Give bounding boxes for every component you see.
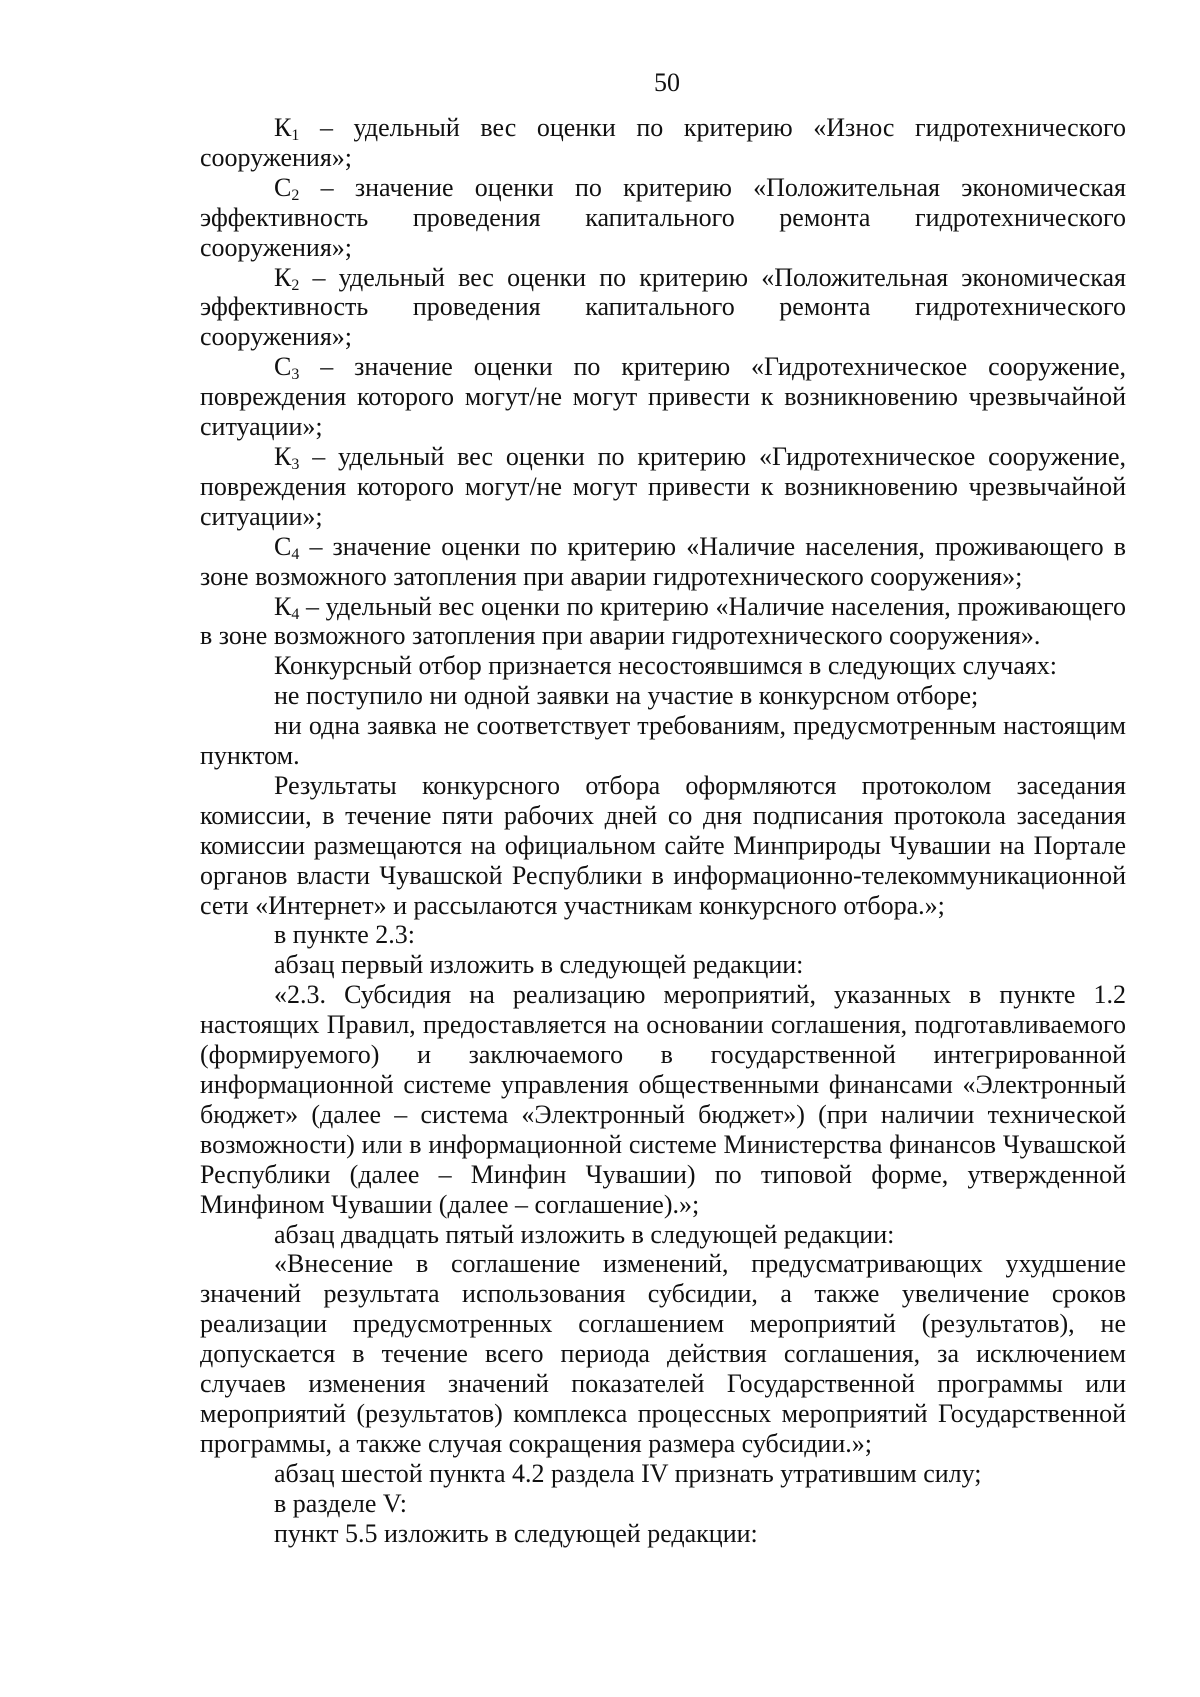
paragraph: не поступило ни одной заявки на участие в конкурсном отборе; bbox=[274, 681, 979, 711]
paragraph: абзац двадцать пятый изложить в следующей редакции: bbox=[274, 1219, 895, 1249]
criterion-subscript: 4 bbox=[291, 545, 300, 563]
paragraph: пункт 5.5 изложить в следующей редакции: bbox=[274, 1518, 758, 1548]
paragraph-text: – удельный вес оценки по критерию «Износ гидротехнического сооружения»; bbox=[200, 113, 1126, 172]
paragraph-c4 bbox=[200, 532, 1126, 592]
paragraph: ни одна заявка не соответствует требованиям, предусмотренным настоящим пунктом. bbox=[200, 711, 1126, 771]
paragraph-text: – удельный вес оценки по критерию «Наличие населения, проживающего в зоне возможного затопления при аварии гидротехнического сооружения». bbox=[200, 591, 1126, 651]
criterion-subscript: 1 bbox=[291, 127, 300, 144]
paragraph-text: – значение оценки по критерию «Наличие населения, проживающего в зоне возможного затопления при аварии гидротехнического сооружения»; bbox=[200, 531, 1126, 591]
paragraph: в пункте 2.3: bbox=[274, 920, 416, 950]
paragraph-text: – значение оценки по критерию «Гидротехническое сооружение, повреждения которого могут/не могут привести к возникновению чрезвычайной ситуации»; bbox=[200, 352, 1126, 442]
paragraph-c2 bbox=[200, 173, 1126, 263]
paragraph-k2 bbox=[200, 263, 1126, 353]
criterion-symbol: К bbox=[274, 262, 292, 292]
paragraph: «Внесение в соглашение изменений, предусматривающих ухудшение значений результата использования субсидии, а также увеличение сроков реализации предусмотренных соглашением мероприятий (результатов), не допускается в течение всего периода действия соглашения, за исключением случаев изменения значений показателей Государственной программы или мероприятий (результатов) комплекса процессных мероприятий Государственной программы, а также случая сокращения размера субсидии.»; bbox=[200, 1249, 1126, 1458]
paragraph-text: – значение оценки по критерию «Положительная экономическая эффективность проведения капитального ремонта гидротехнического сооружения»; bbox=[200, 172, 1126, 262]
criterion-symbol: К bbox=[274, 113, 292, 142]
criterion-subscript: 4 bbox=[291, 605, 300, 623]
paragraph-text: – удельный вес оценки по критерию «Положительная экономическая эффективность проведения капитального ремонта гидротехнического сооружения»; bbox=[200, 262, 1126, 352]
paragraph-k1 bbox=[200, 113, 1126, 173]
paragraph: абзац шестой пункта 4.2 раздела IV признать утратившим силу; bbox=[274, 1458, 982, 1488]
criterion-symbol: С bbox=[274, 352, 292, 382]
paragraph-c3 bbox=[200, 352, 1126, 442]
criterion-symbol: С bbox=[274, 172, 292, 202]
paragraph-k3 bbox=[200, 442, 1126, 532]
criterion-symbol: К bbox=[274, 441, 292, 471]
criterion-subscript: 2 bbox=[291, 186, 300, 204]
criterion-subscript: 3 bbox=[291, 366, 300, 384]
criterion-symbol: К bbox=[274, 591, 292, 621]
document-body bbox=[200, 113, 1126, 1549]
paragraph: Результаты конкурсного отбора оформляются протоколом заседания комиссии, в течение пяти рабочих дней со дня подписания протокола заседания комиссии размещаются на официальном сайте Минприроды Чувашии на Портале органов власти Чувашской Республики в информационно-телекоммуникационной сети «Интернет» и рассылаются участникам конкурсного отбора.»; bbox=[200, 770, 1126, 920]
paragraph-k4 bbox=[200, 592, 1126, 652]
criterion-subscript: 2 bbox=[291, 276, 300, 294]
paragraph: в разделе V: bbox=[274, 1488, 407, 1518]
paragraph: «2.3. Субсидия на реализацию мероприятий, указанных в пункте 1.2 настоящих Правил, предоставляется на основании соглашения, подготавливаемого (формируемого) и заключаемого в государственной интегрированной информационной системе управления общественными финансами «Электронный бюджет» (далее – система «Электронный бюджет») (при наличии технической возможности) или в информационной системе Министерства финансов Чувашской Республики (далее – Минфин Чувашии) по типовой форме, утвержденной Минфином Чувашии (далее – соглашение).»; bbox=[200, 980, 1126, 1219]
paragraph: абзац первый изложить в следующей редакции: bbox=[274, 950, 804, 980]
criterion-symbol: С bbox=[274, 531, 292, 561]
page-number: 50 bbox=[654, 68, 680, 97]
paragraph-text: – удельный вес оценки по критерию «Гидротехническое сооружение, повреждения которого могут/не могут привести к возникновению чрезвычайной ситуации»; bbox=[200, 441, 1126, 531]
criterion-subscript: 3 bbox=[291, 455, 300, 473]
paragraph: Конкурсный отбор признается несостоявшимся в следующих случаях: bbox=[274, 651, 1057, 681]
